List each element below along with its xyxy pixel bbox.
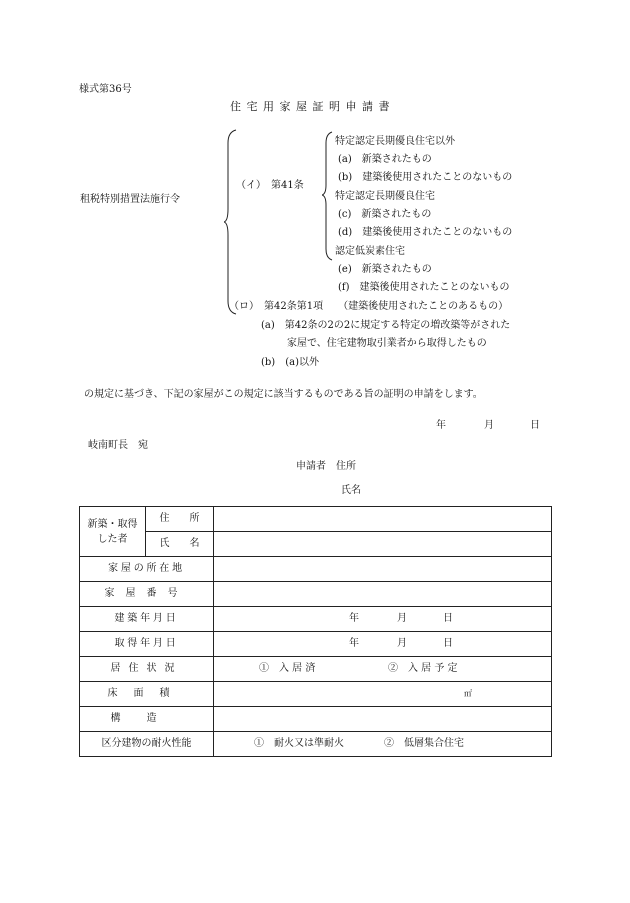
table-row — [80, 607, 552, 632]
built-date-month: 月 — [397, 613, 407, 624]
floor-area-label: 床面積 — [80, 682, 214, 707]
house-number-label: 家屋番号 — [80, 582, 214, 607]
built-date-field[interactable] — [214, 607, 552, 632]
group-3-title: 認定低炭素住宅 — [335, 246, 405, 257]
group-2-item-c: (c) 新築されたもの — [338, 209, 432, 220]
group-1-title: 特定認定長期優良住宅以外 — [335, 136, 455, 147]
table-row — [80, 632, 552, 657]
residence-label: 居住状況 — [80, 657, 214, 682]
fireproof-option-low-rise[interactable]: ② 低層集合住宅 — [384, 738, 464, 749]
group-3-item-f: (f) 建築後使用されたことのないもの — [338, 282, 510, 293]
acquirer-name-field[interactable] — [214, 532, 552, 557]
residence-option-planned[interactable]: ② 入 居 予 定 — [388, 663, 458, 674]
law-name: 租税特別措置法施行令 — [80, 194, 180, 205]
table-row — [80, 732, 552, 757]
acquirer-address-label: 住 所 — [146, 507, 214, 532]
residence-option-moved-in[interactable]: ① 入 居 済 — [259, 663, 316, 674]
fireproof-option-fire-resistant[interactable]: ① 耐火又は準耐火 — [254, 738, 344, 749]
statement-text: の規定に基づき、下記の家屋がこの規定に該当するものである旨の証明の申請をします。 — [84, 389, 483, 400]
structure-field[interactable] — [214, 707, 552, 732]
acquired-date-label: 取得年月日 — [80, 632, 214, 657]
structure-label: 構造 — [80, 707, 214, 732]
table-row — [80, 682, 552, 707]
law-i-label: （イ） 第41条 — [236, 180, 304, 191]
residence-field — [214, 657, 552, 682]
acquirer-address-field[interactable] — [214, 507, 552, 532]
table-row — [80, 532, 552, 557]
date-month: 月 — [484, 420, 494, 431]
addressee: 岐南町長 宛 — [88, 440, 148, 451]
location-field[interactable] — [214, 557, 552, 582]
table-row — [80, 557, 552, 582]
group-1-item-b: (b) 建築後使用されたことのないもの — [338, 172, 513, 183]
group-3-item-e: (e) 新築されたもの — [338, 264, 432, 275]
built-date-year: 年 — [349, 613, 359, 624]
acquired-date-year: 年 — [349, 638, 359, 649]
inner-brace — [322, 131, 334, 261]
location-label: 家屋の所在地 — [80, 557, 214, 582]
floor-area-field[interactable] — [214, 682, 552, 707]
form-number: 様式第36号 — [79, 84, 132, 95]
property-table — [79, 506, 552, 757]
built-date-day: 日 — [443, 613, 453, 624]
acquirer-name-label: 氏 名 — [146, 532, 214, 557]
law-ro-a-line2: 家屋で、住宅建物取引業者から取得したもの — [287, 338, 487, 349]
built-date-label: 建築年月日 — [80, 607, 214, 632]
table-row — [80, 507, 552, 532]
fireproof-field — [214, 732, 552, 757]
fireproof-label: 区分建物の耐火性能 — [80, 732, 214, 757]
applicant-address-label: 申請者 住所 — [296, 461, 356, 472]
date-day: 日 — [530, 420, 540, 431]
outer-brace — [224, 129, 238, 315]
group-1-item-a: (a) 新築されたもの — [338, 154, 432, 165]
floor-area-unit: ㎡ — [464, 689, 472, 699]
law-ro-b: (b) (a)以外 — [261, 357, 319, 368]
group-2-item-d: (d) 建築後使用されたことのないもの — [338, 227, 513, 238]
acquirer-label: 新築・取得した者 — [80, 507, 146, 557]
page-title: 住 宅 用 家 屋 証 明 申 請 書 — [230, 100, 391, 113]
table-row — [80, 657, 552, 682]
acquired-date-day: 日 — [443, 638, 453, 649]
house-number-field[interactable] — [214, 582, 552, 607]
acquired-date-field[interactable] — [214, 632, 552, 657]
applicant-name-label: 氏名 — [341, 485, 361, 496]
law-ro-a-line1: (a) 第42条の2の2に規定する特定の増改築等がされた — [261, 320, 511, 331]
table-row — [80, 582, 552, 607]
acquired-date-month: 月 — [397, 638, 407, 649]
table-row — [80, 707, 552, 732]
date-year: 年 — [436, 420, 446, 431]
law-ro-label: （ロ） 第42条第1項 （建築後使用されたことのあるもの） — [229, 301, 509, 312]
group-2-title: 特定認定長期優良住宅 — [335, 191, 435, 202]
